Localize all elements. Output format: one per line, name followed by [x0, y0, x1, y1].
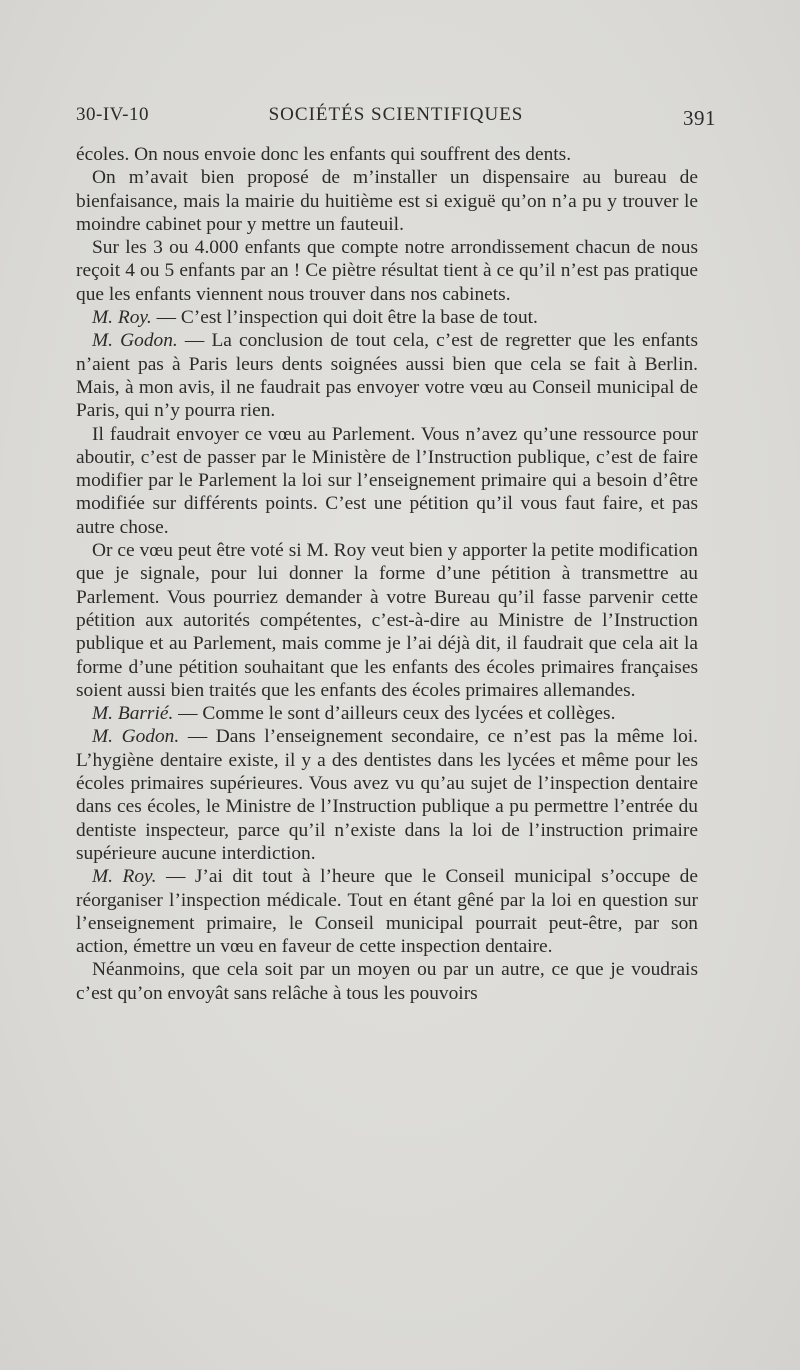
paragraph	[76, 306, 698, 329]
speaker-name: M. Roy.	[92, 866, 157, 888]
paragraph	[76, 423, 698, 539]
page-header	[76, 104, 716, 134]
paragraph-text: Néanmoins, que cela soit par un moyen ou par un autre, ce que je voudrais c’est qu’on envoyât sans relâche à tous les pouvoirs	[76, 959, 698, 1004]
speaker-name: M. Roy.	[92, 307, 152, 329]
speaker-name: M. Godon.	[92, 726, 180, 748]
paragraph	[76, 166, 698, 236]
header-date: 30-IV-10	[76, 104, 149, 125]
paragraph-text: Or ce vœu peut être voté si M. Roy veut bien y apporter la petite modification que je signale, pour lui donner la forme d’une pétition à transmettre au Parlement. Vous pourriez demander à votre Bureau qu’il fasse parvenir cette pétition aux autorités compétentes, c’est-à-dire au Ministre de l’Instruction publique et au Parlement, mais comme je l’ai déjà dit, il faudrait que cela ait la forme d’une pétition souhaitant que les enfants des écoles primaires françaises soient aussi bien traités que les enfants des écoles primaires allemandes.	[76, 540, 698, 701]
paragraph	[76, 236, 698, 306]
body-text	[76, 143, 698, 1005]
paragraph-text: — Comme le sont d’ailleurs ceux des lycées et collèges.	[173, 703, 616, 725]
running-title: SOCIÉTÉS SCIENTIFIQUES	[268, 104, 524, 125]
paragraph	[76, 329, 698, 422]
paragraph	[76, 143, 698, 166]
paragraph-text: Il faudrait envoyer ce vœu au Parlement. Vous n’avez qu’une ressource pour aboutir, c’est de passer par le Ministère de l’Instruction publique, c’est de faire modifier par le Parlement la loi sur l’enseignement primaire qui a besoin d’être modifiée sur différents points. C’est une pétition qu’il vous faut faire, et pas autre chose.	[76, 423, 698, 538]
paragraph-text: — C’est l’inspection qui doit être la base de tout.	[151, 307, 538, 329]
paragraph-text: — La conclusion de tout cela, c’est de regretter que les enfants n’aient pas à Paris leurs dents soignées aussi bien que cela se fait à Berlin. Mais, à mon avis, il ne faudrait pas envoyer votre vœu au Conseil municipal de Paris, qui n’y pourra rien.	[76, 330, 698, 422]
page-number: 391	[683, 106, 716, 130]
paragraph	[76, 539, 698, 702]
paragraph-text: — J’ai dit tout à l’heure que le Conseil municipal s’occupe de réorganiser l’inspection médicale. Tout en étant gêné par la loi en question sur l’enseignement primaire, le Conseil municipal pourrait peut-être, par son action, émettre un vœu en faveur de cette inspection dentaire.	[76, 866, 698, 958]
paragraph-text: — Dans l’enseignement secondaire, ce n’est pas la même loi. L’hygiène dentaire existe, il y a des dentistes dans les lycées et même pour les écoles primaires supérieures. Vous avez vu qu’au sujet de l’inspection dentaire dans ces écoles, le Ministre de l’Instruction publique a pu permettre l’entrée du dentiste inspecteur, parce qu’il n’existe dans la loi de l’instruction primaire supérieure aucune interdiction.	[76, 726, 699, 864]
speaker-name: M. Godon.	[92, 330, 178, 352]
paragraph	[76, 865, 698, 958]
paragraph-text: Sur les 3 ou 4.000 enfants que compte notre arrondissement chacun de nous reçoit 4 ou 5 enfants par an ! Ce piètre résultat tient à ce qu’il n’est pas pratique que les enfants viennent nous trouver dans nos cabinets.	[76, 237, 698, 305]
paragraph-text: écoles. On nous envoie donc les enfants qui souffrent des dents.	[76, 144, 572, 165]
paragraph-text: On m’avait bien proposé de m’installer un dispensaire au bureau de bienfaisance, mais la mairie du huitième est si exiguë qu’on n’a pu y trouver le moindre cabinet pour y mettre un fauteuil.	[76, 167, 698, 235]
paragraph	[76, 725, 698, 865]
paragraph	[76, 958, 698, 1005]
paragraph	[76, 702, 698, 725]
speaker-name: M. Barrié.	[92, 703, 174, 725]
